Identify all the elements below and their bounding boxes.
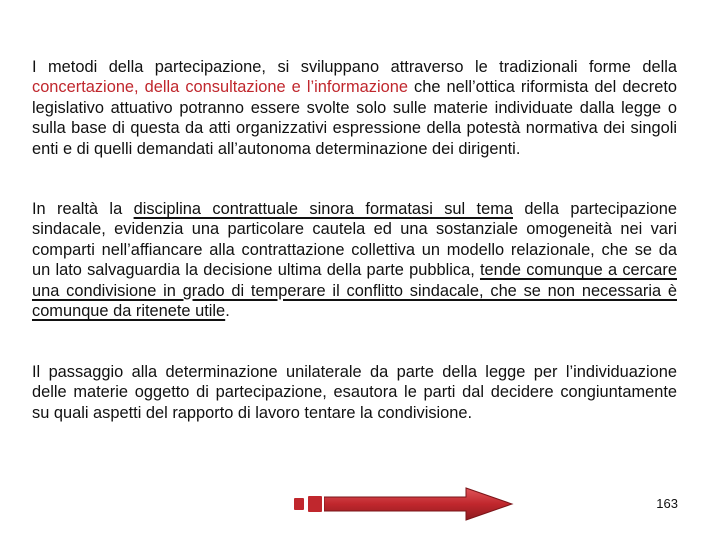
underlined-discipline: disciplina contrattuale sinora formatasi sul tema bbox=[133, 200, 513, 218]
reality-mid: della partecipazione sindacale, evidenzia una particolare cautela ed una sostanziale omogeneità nei vari comparti nell’affiancare alla contrattazione collettiva un modello relazionale, che se da un lato salvaguardia la decisione ultima della parte pubblica, bbox=[32, 200, 678, 280]
square-icon[interactable] bbox=[308, 496, 322, 512]
methods-lead: I metodi della partecipazione bbox=[32, 58, 262, 76]
reality-end: . bbox=[225, 302, 230, 321]
paragraph-methods bbox=[32, 57, 677, 159]
reality-intro: In realtà la bbox=[32, 200, 134, 218]
highlight-concertazione: concertazione, della consultazione e l’informazione bbox=[32, 78, 408, 97]
transition-text: Il passaggio alla determinazione unilaterale da parte della legge per l’individuazione delle materie oggetto di partecipazione, esautora le parti dal decidere congiuntamente su quali aspetti del rapporto di lavoro tentare la condivisione. bbox=[32, 363, 677, 422]
methods-part2: , si sviluppano attraverso le tradizionali forme della bbox=[261, 58, 678, 76]
methods-rest: che nell’ottica riformista del decreto legislativo attuativo potranno essere svolte solo sulle materie individuate dalla legge o sulla base di questa da atti organizzativi espressione della potestà normativa dei singoli enti e di quelli demandati all’autonoma determinazione dei dirigenti. bbox=[32, 78, 677, 158]
paragraph-transition bbox=[32, 362, 677, 423]
right-arrow-icon[interactable] bbox=[324, 486, 514, 522]
underlined-condivisione: tende comunque a cercare una condivisione in grado di temperare il conflitto sindacale, che se non necessaria è comunque da ritenete utile bbox=[32, 261, 677, 321]
page-number: 163 bbox=[656, 496, 678, 511]
navigation-controls bbox=[294, 486, 514, 526]
paragraph-reality bbox=[32, 199, 677, 321]
small-square-icon[interactable] bbox=[294, 498, 304, 510]
